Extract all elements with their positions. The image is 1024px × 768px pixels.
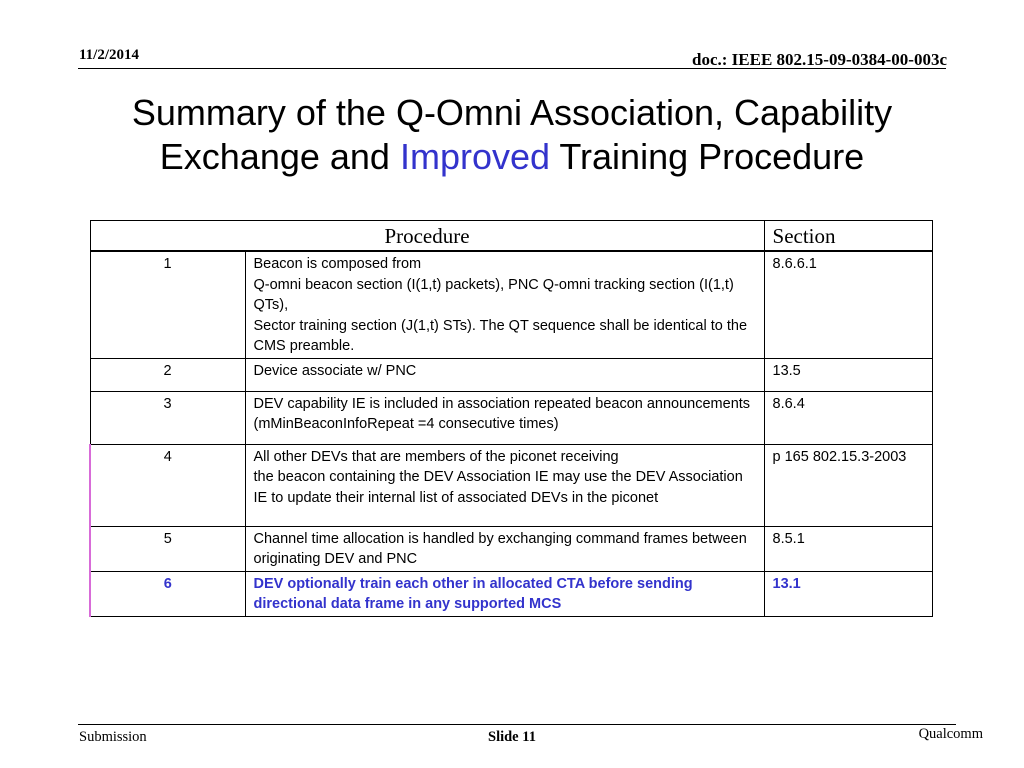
header-date: 11/2/2014 <box>79 47 140 63</box>
row-section: 13.5 <box>764 358 932 391</box>
row-number: 3 <box>90 391 245 444</box>
description-line: Channel time allocation is handled by exchanging command frames between originating DEV and PNC <box>253 530 747 567</box>
row-number: 6 <box>90 571 245 616</box>
procedure-table <box>89 220 933 617</box>
footer-submission: Submission <box>79 729 147 745</box>
header-divider <box>78 68 946 69</box>
title-line-2-post: Training Procedure <box>550 136 865 177</box>
header-doc-id: doc.: IEEE 802.15-09-0384-00-003c <box>692 50 947 69</box>
row-section: 8.6.6.1 <box>764 251 932 358</box>
footer-company: Qualcomm <box>918 726 983 742</box>
description-line: All other DEVs that are members of the piconet receiving <box>253 448 619 465</box>
row-description <box>245 571 764 616</box>
row-number: 1 <box>90 251 245 358</box>
slide-title <box>40 91 984 179</box>
title-line-1: Summary of the Q-Omni Association, Capability <box>131 92 893 133</box>
row-section: p 165 802.15.3-2003 <box>764 444 932 526</box>
table-body <box>90 251 932 616</box>
description-line: Q-omni beacon section (I(1,t) packets), PNC Q-omni tracking section (I(1,t) QTs), <box>253 276 734 313</box>
row-description <box>245 444 764 526</box>
procedure-table-container <box>89 220 931 617</box>
row-number: 4 <box>90 444 245 526</box>
row-section: 8.6.4 <box>764 391 932 444</box>
title-line-2-pre: Exchange and <box>159 136 400 177</box>
table-row <box>90 526 932 571</box>
table-row <box>90 251 932 358</box>
table-header-row <box>90 221 932 252</box>
footer-divider <box>78 724 956 725</box>
footer-slide-number: Slide 11 <box>488 729 536 745</box>
table-row <box>90 444 932 526</box>
description-line: Beacon is composed from <box>253 256 422 272</box>
row-section: 8.5.1 <box>764 526 932 571</box>
row-number: 5 <box>90 526 245 571</box>
header-section: Section <box>764 221 932 252</box>
header-procedure: Procedure <box>90 221 764 252</box>
description-line: the beacon containing the DEV Association IE may use the DEV Association IE to update their internal list of associated DEVs in the piconet <box>253 469 743 506</box>
description-line: DEV capability IE is included in association repeated beacon announcements (mMinBeaconInfoRepeat =4 consecutive times) <box>253 395 751 432</box>
title-line-2 <box>40 135 984 179</box>
description-line: DEV optionally train each other in allocated CTA before sending directional data frame in any supported MCS <box>253 575 693 612</box>
title-accent-word: Improved <box>399 136 551 177</box>
row-description <box>245 251 764 358</box>
description-line: Device associate w/ PNC <box>253 362 417 379</box>
table-row <box>90 358 932 391</box>
row-description <box>245 526 764 571</box>
description-line: Sector training section (J(1,t) STs). The QT sequence shall be identical to the CMS preamble. <box>253 317 748 354</box>
row-description <box>245 391 764 444</box>
row-description <box>245 358 764 391</box>
table-row-highlighted <box>90 571 932 616</box>
row-number: 2 <box>90 358 245 391</box>
table-row <box>90 391 932 444</box>
row-section: 13.1 <box>764 571 932 616</box>
